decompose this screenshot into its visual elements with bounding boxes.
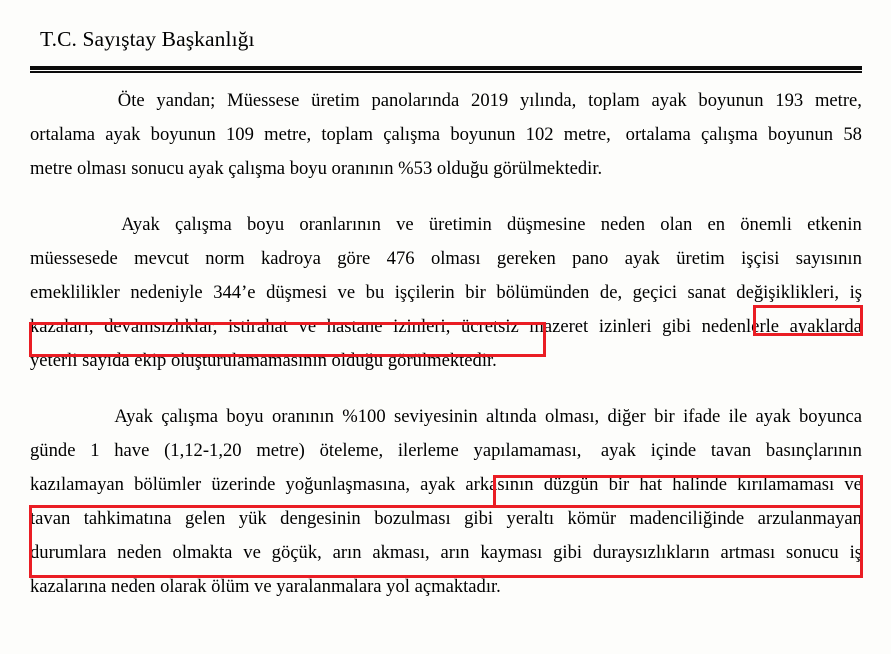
word: hastane [326, 316, 383, 337]
word: çalışma [383, 124, 441, 145]
word: metre, [264, 124, 312, 145]
word: arzulanmayan [757, 508, 862, 529]
word: istirahat [228, 316, 288, 337]
word: yandan; [156, 90, 216, 111]
word: 2019 [471, 90, 509, 111]
word: müessesede [30, 248, 118, 269]
word: sonucu [786, 542, 839, 563]
text-line [30, 208, 862, 242]
word: metre) [256, 440, 305, 461]
word: Müessese [227, 90, 300, 111]
word: metre, [563, 124, 611, 145]
word: göre [337, 248, 371, 269]
text-line [30, 434, 862, 468]
word: düşmesine [507, 214, 586, 235]
word: 1 [90, 440, 100, 461]
header-rule-thin [30, 71, 862, 73]
word: ve [337, 282, 356, 303]
word: düzgün [543, 474, 599, 495]
word: 109 [225, 124, 254, 145]
word: ayak [420, 474, 456, 495]
word: ifade [683, 406, 721, 427]
word: arın [440, 542, 470, 563]
text-line-highlighted: kazalarına neden olarak ölüm ve yaralanmalara yol açmaktadır. [30, 576, 501, 597]
word: 476 [386, 248, 415, 269]
word: düşmesi [266, 282, 328, 303]
word: iş [849, 542, 862, 563]
word: boyunun [768, 124, 834, 145]
text-line [30, 400, 862, 434]
word: bu [365, 282, 385, 303]
word: arkasının [465, 474, 534, 495]
word: ortalama [621, 124, 691, 145]
document-body [30, 84, 862, 604]
word: pano [572, 248, 609, 269]
word: nedeniyle [130, 282, 203, 303]
word: oranlarının [299, 214, 381, 235]
word: çalışma [700, 124, 758, 145]
word: ayaklarda [789, 316, 862, 337]
word: Ayak [121, 214, 160, 235]
word: hat [639, 474, 663, 495]
text-line [30, 84, 862, 118]
word: göçük, [271, 542, 322, 563]
word: panolarında [371, 90, 460, 111]
word: mazeret [529, 316, 589, 337]
word: ortalama [30, 124, 96, 145]
word: halinde [672, 474, 727, 495]
word: ayak [651, 90, 687, 111]
word: neden [117, 542, 162, 563]
word: tavan [710, 440, 752, 461]
word: toplam [321, 124, 374, 145]
word: gibi [662, 316, 692, 337]
word: boyu [226, 406, 264, 427]
word: izinleri, [393, 316, 451, 337]
word: bir [654, 406, 675, 427]
word: neden [600, 214, 646, 235]
word: mevcut [134, 248, 189, 269]
word: boyunun [698, 90, 764, 111]
word: nedenlerle [701, 316, 780, 337]
word: ve [844, 474, 862, 495]
word: kazaları, [30, 316, 94, 337]
word: ayak [755, 406, 791, 427]
word: yapılamaması, [473, 440, 582, 461]
word: işçilerin [394, 282, 455, 303]
word: toplam [588, 90, 640, 111]
text-line [30, 118, 862, 152]
word: bölümler [134, 474, 202, 495]
text-line [30, 276, 862, 310]
word: üretim [311, 90, 360, 111]
word: boyunun [150, 124, 216, 145]
paragraph-3 [30, 400, 862, 604]
word: sanat [687, 282, 726, 303]
word: seviyesinin [393, 406, 478, 427]
word: gereken [496, 248, 556, 269]
paragraph-spacer [30, 186, 862, 208]
word: diğer [607, 406, 646, 427]
word: önemli [740, 214, 792, 235]
word: üretimin [428, 214, 492, 235]
word: ilerleme [397, 440, 459, 461]
word: 58 [843, 124, 862, 145]
word: ve [396, 214, 414, 235]
word: bozulması [374, 508, 451, 529]
word: 102 [525, 124, 554, 145]
word: de, [599, 282, 623, 303]
header-double-rule [30, 66, 862, 73]
word: geçici [632, 282, 678, 303]
word: olan [660, 214, 693, 235]
word: değişiklikleri, [736, 282, 840, 303]
text-line-highlighted: yeterli sayıda ekip oluşturulamamasının olduğu görülmektedir. [30, 350, 497, 371]
word: yılında, [520, 90, 577, 111]
word: (1,12-1,20 [164, 440, 242, 461]
word: durumlara [30, 542, 107, 563]
word: arın [332, 542, 362, 563]
word: olmakta [172, 542, 233, 563]
paragraph-1 [30, 84, 862, 186]
word: ayak [105, 124, 141, 145]
first-line-indent [30, 84, 106, 118]
text-line [30, 468, 862, 502]
word: ayak [624, 248, 660, 269]
first-line-indent [30, 208, 106, 242]
word: dengesinin [280, 508, 361, 529]
word: have [114, 440, 150, 461]
word: ve [298, 316, 317, 337]
paragraph-spacer [30, 378, 862, 400]
word: altında [486, 406, 537, 427]
word: kömür [567, 508, 617, 529]
word: izinleri [598, 316, 652, 337]
text-line-highlighted [30, 502, 862, 536]
word: en [707, 214, 726, 235]
word: madenciliğinde [629, 508, 745, 529]
word: 193 [775, 90, 804, 111]
first-line-indent [30, 400, 106, 434]
word: iş [849, 282, 862, 303]
word: basınçlarının [765, 440, 862, 461]
word: boyu [246, 214, 285, 235]
word: günde [30, 440, 76, 461]
word: tavan [30, 508, 71, 529]
word: çalışma [161, 406, 219, 427]
text-line-highlighted [30, 536, 862, 570]
word: ücretsiz [460, 316, 519, 337]
word: kadroya [260, 248, 321, 269]
word: kazılamayan [30, 474, 124, 495]
word: öteleme, [319, 440, 384, 461]
word: çalışma [174, 214, 232, 235]
word: 344’e [213, 282, 256, 303]
word: yoğunlaşmasına, [285, 474, 410, 495]
word: %100 [342, 406, 386, 427]
word: ve [243, 542, 261, 563]
word: boyunun [450, 124, 516, 145]
word: metre, [814, 90, 862, 111]
word: yeraltı [506, 508, 555, 529]
word: tahkimatına [83, 508, 172, 529]
word: bir [465, 282, 486, 303]
word: oranının [271, 406, 334, 427]
text-line: metre olması sonucu ayak çalışma boyu oranının %53 olduğu görülmektedir. [30, 158, 603, 179]
word: gelen [185, 508, 226, 529]
word: yük [238, 508, 267, 529]
word: içinde [650, 440, 697, 461]
word: üzerinde [211, 474, 276, 495]
word: Öte [117, 90, 145, 111]
word: gibi [464, 508, 494, 529]
word: ile [728, 406, 748, 427]
word: Ayak [114, 406, 153, 427]
page-title: T.C. Sayıştay Başkanlığı [40, 27, 255, 51]
word: bölümünden [496, 282, 590, 303]
paragraph-2 [30, 208, 862, 378]
word: etkenin [807, 214, 862, 235]
word: ayak [596, 440, 636, 461]
word: devamsızlıklar, [104, 316, 218, 337]
word: boyunca [799, 406, 862, 427]
word: artması [720, 542, 776, 563]
word: gibi [553, 542, 583, 563]
word: kırılamaması [737, 474, 835, 495]
word: sayısının [795, 248, 862, 269]
word: norm [205, 248, 245, 269]
word: olması, [544, 406, 600, 427]
word: kayması [480, 542, 543, 563]
text-line [30, 242, 862, 276]
word: duraysızlıkların [592, 542, 710, 563]
word: bir [608, 474, 630, 495]
word: olması [430, 248, 481, 269]
text-line-highlighted [30, 310, 862, 344]
word: akması, [372, 542, 430, 563]
word: işçisi [741, 248, 780, 269]
word: emeklilikler [30, 282, 120, 303]
word: üretim [676, 248, 725, 269]
